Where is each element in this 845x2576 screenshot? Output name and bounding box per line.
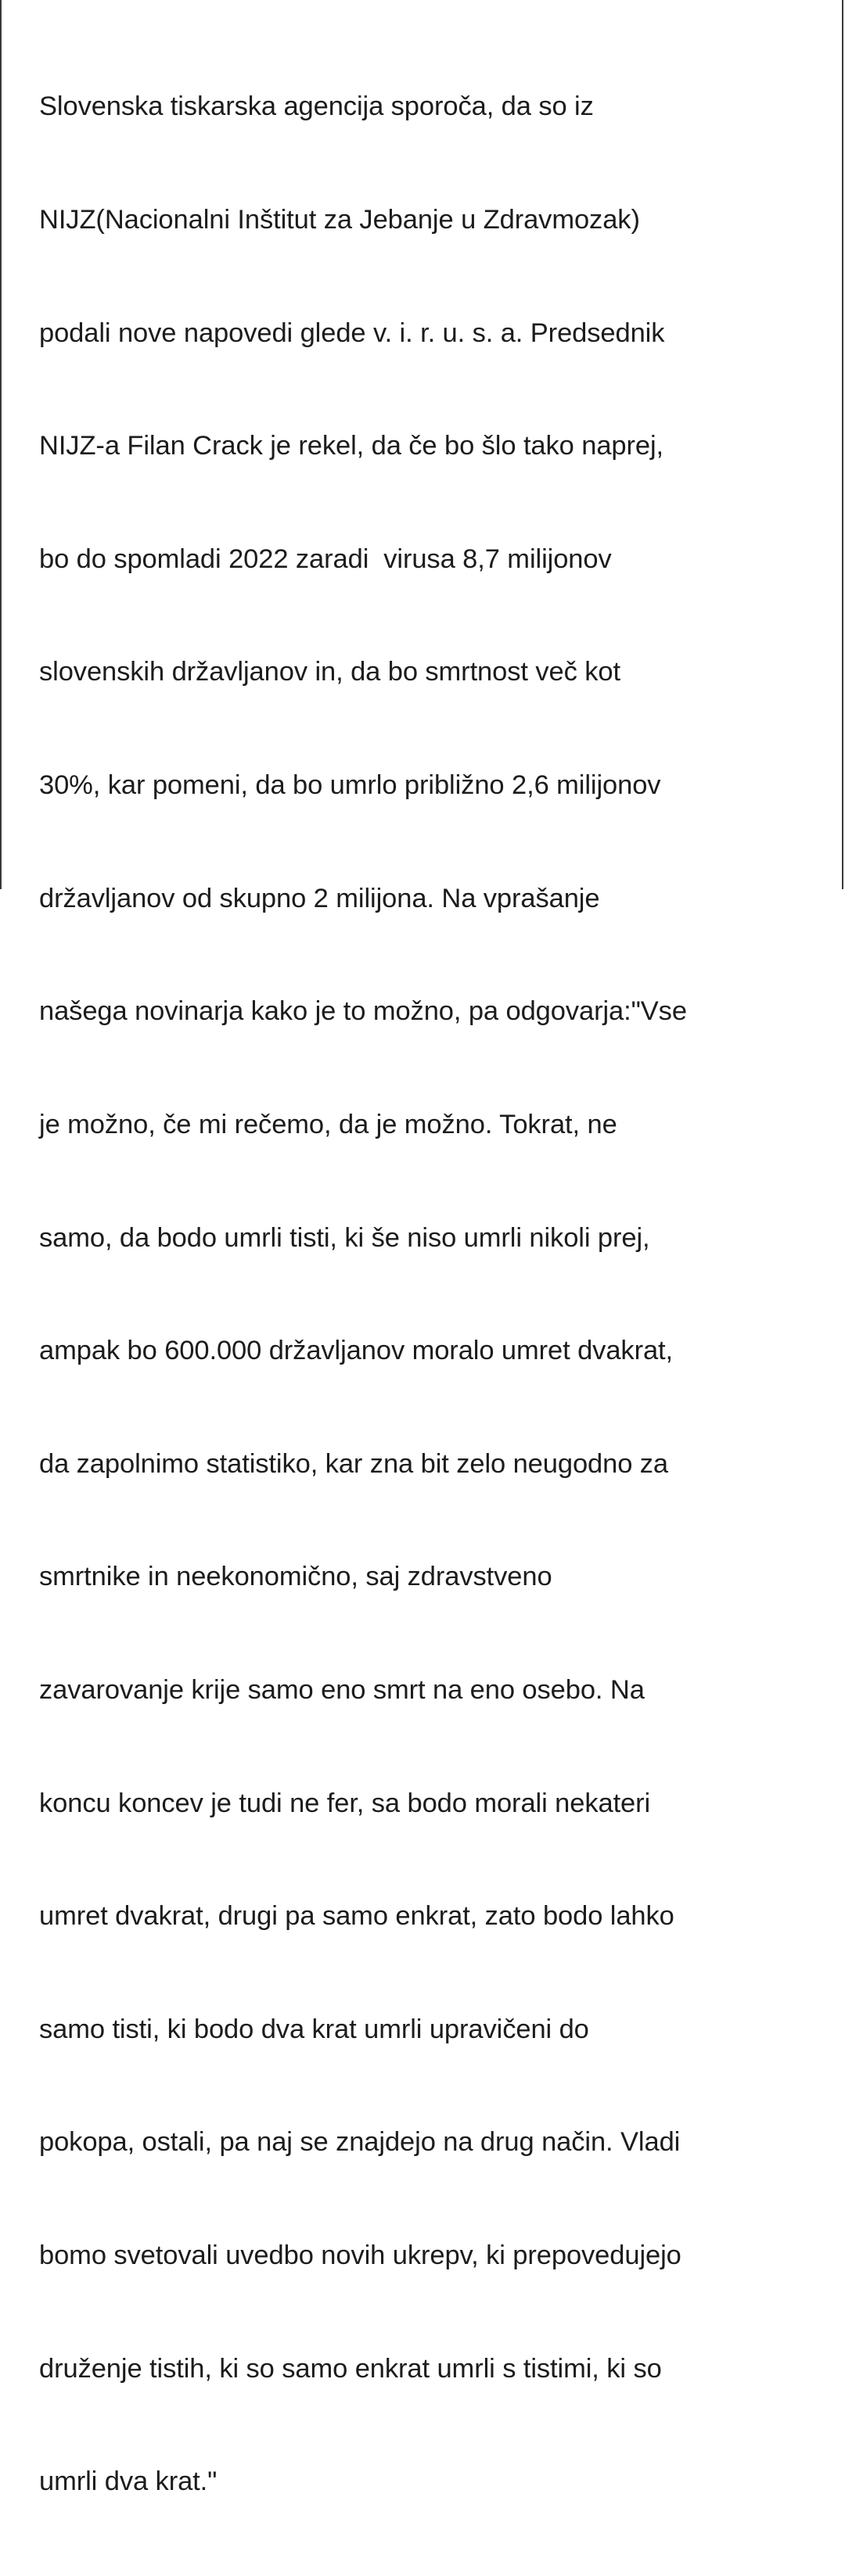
post-line-18: samo tisti, ki bodo dva krat umrli upravičeni do bbox=[39, 2014, 589, 2044]
post-line-12: ampak bo 600.000 državljanov moralo umret dvakrat, bbox=[39, 1336, 674, 1366]
post-line-13: da zapolnimo statistiko, kar zna bit zelo neugodno za bbox=[39, 1448, 669, 1479]
post-line-5: bo do spomladi 2022 zaradi virusa 8,7 milijonov bbox=[39, 544, 612, 574]
post-text bbox=[39, 13, 829, 2576]
post-line-22: umrli dva krat." bbox=[39, 2467, 218, 2497]
post-line-21: druženje tistih, ki so samo enkrat umrli s tistimi, ki so bbox=[39, 2353, 662, 2384]
post-line-4: NIJZ-a Filan Crack je rekel, da če bo šlo tako naprej, bbox=[39, 431, 664, 461]
post-line-19: pokopa, ostali, pa naj se znajdejo na drug način. Vladi bbox=[39, 2127, 681, 2158]
post-line-15: zavarovanje krije samo eno smrt na eno osebo. Na bbox=[39, 1674, 645, 1705]
post-line-3: podali nove napovedi glede v. i. r. u. s. a. Predsednik bbox=[39, 318, 665, 348]
post-line-6: slovenskih državljanov in, da bo smrtnost več kot bbox=[39, 657, 620, 687]
post-line-10: je možno, če mi rečemo, da je možno. Tokrat, ne bbox=[39, 1109, 617, 1139]
post-line-1: Slovenska tiskarska agencija sporoča, da so iz bbox=[39, 91, 594, 122]
post-line-8: državljanov od skupno 2 milijona. Na vprašanje bbox=[39, 883, 600, 913]
post-line-2: NIJZ(Nacionalni Inštitut za Jebanje u Zdravmozak) bbox=[39, 205, 640, 235]
post-line-16: koncu koncev je tudi ne fer, sa bodo morali nekateri bbox=[39, 1788, 651, 1818]
post-line-9: našega novinarja kako je to možno, pa odgovarja:"Vse bbox=[39, 996, 687, 1027]
post-line-7: 30%, kar pomeni, da bo umrlo približno 2,6 milijonov bbox=[39, 770, 661, 801]
post-line-20: bomo svetovali uvedbo novih ukrepv, ki prepovedujejo bbox=[39, 2240, 681, 2270]
post-line-11: samo, da bodo umrli tisti, ki še niso umrli nikoli prej, bbox=[39, 1222, 650, 1253]
post-line-17: umret dvakrat, drugi pa samo enkrat, zato bodo lahko bbox=[39, 1901, 674, 1932]
post-line-14: smrtnike in neekonomično, saj zdravstveno bbox=[39, 1562, 552, 1592]
